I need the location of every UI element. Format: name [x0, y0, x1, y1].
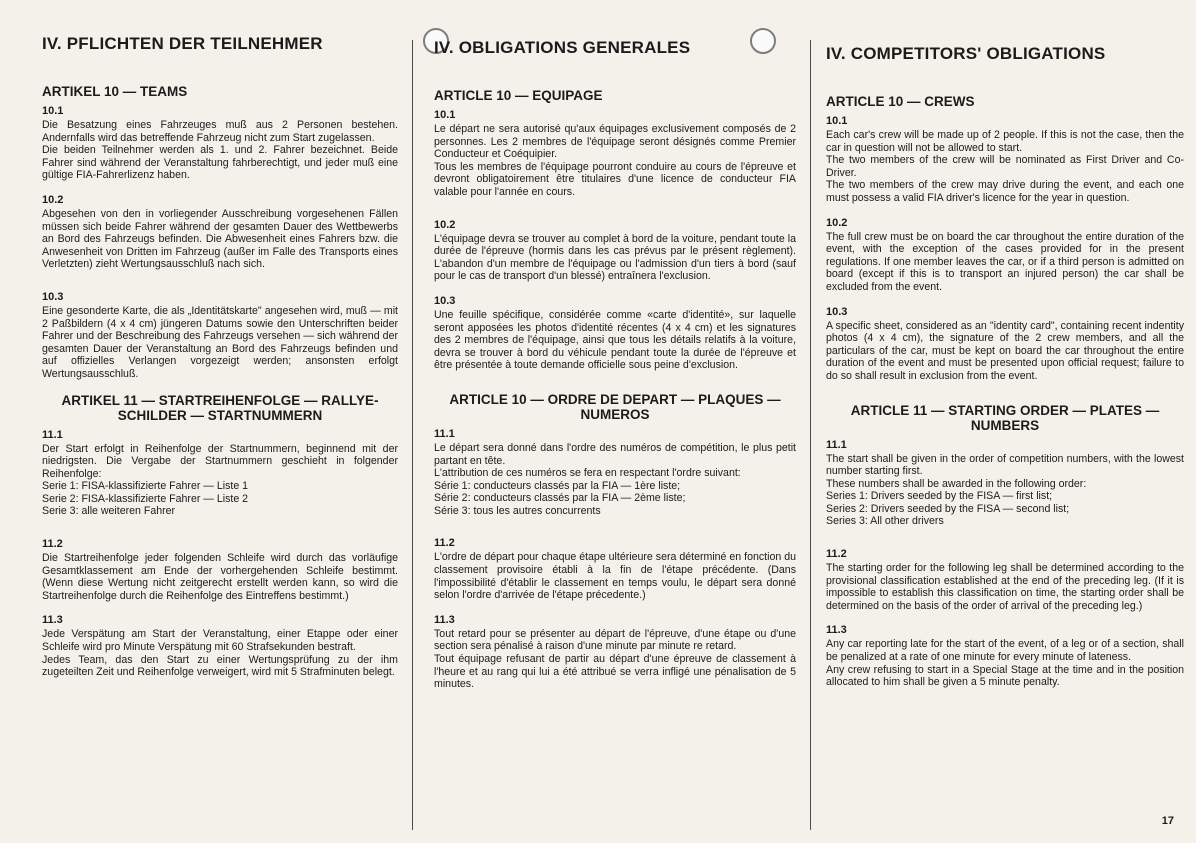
clause-number: 10.1 [434, 109, 456, 121]
article-heading: ARTIKEL 11 — STARTREIHENFOLGE — RALLYE-SCHILDER — STARTNUMMERN [61, 392, 379, 423]
clause-number: 10.3 [42, 290, 64, 303]
section-title: IV. PFLICHTEN DER TEILNEHMER [42, 34, 323, 53]
french-column [412, 0, 810, 843]
article-heading: ARTICLE 10 — ORDRE DE DEPART — PLAQUES — NUMEROS [449, 391, 781, 422]
clause-number: 11.1 [42, 428, 63, 441]
article-heading: ARTICLE 10 — CREWS [826, 94, 975, 109]
clause-number: 11.3 [434, 613, 455, 626]
clause-text: Le départ ne sera autorisé qu'aux équipages exclusivement composés de 2 personnes. Les 2 membres de l'équipage seront désignés comme Premier Conducteur et Coéquipier. Tous les membres de l'équipage pourront conduire au cours de l'épreuve et devront obligatoirement être titulaires d'une licence de conducteur FIA valable pour l'année en cours. [434, 123, 796, 198]
clause-text: A specific sheet, considered as an "identity card", containing recent indentity photos (4 x 4 cm), the signature of the 2 crew members, and all the particulars of the car, must be kept on board the car throughout the entire duration of the event and must be presented upon official request; failure to do so shall result in exclusion from the event. [826, 319, 1184, 382]
clause-number: 10.3 [434, 294, 456, 307]
clause-number: 10.2 [42, 193, 64, 206]
clause-text: L'équipage devra se trouver au complet à bord de la voiture, pendant toute la durée de l'épreuve (hormis dans les cas prévus par le présent règlement). L'abandon d'un membre de l'équipage ou l'admission d'un tiers à bord (sauf pour le cas de transport d'un blessé) entraînera l'exclusion. [434, 232, 796, 283]
page-number: 17 [1161, 815, 1174, 827]
clause-text: The starting order for the following leg shall be determined according to the provisional classification established at the end of the preceding leg. (If it is impossible to establish this classification on time, the starting order shall be determined on the basis of the order of arrival of the preceding leg.) [826, 562, 1184, 612]
clause-number: 10.2 [826, 216, 848, 229]
clause-number: 11.3 [826, 624, 847, 637]
clause-text: The full crew must be on board the car throughout the entire duration of the event, with the exception of the cases provided for in the present regulations. If one member leaves the car, or if a third person is admitted on board (except if this is to transport an injured person) the car shall be excluded from the event. [826, 230, 1184, 293]
clause-number: 11.1 [826, 438, 847, 451]
clause-text: Der Start erfolgt in Reihenfolge der Startnummern, beginnend mit der niedrigsten. Die Vergabe der Startnummern geschieht in folgender Reihenfolge: Serie 1: FISA-klassifizierte Fahrer — Liste 1 Serie 2: FISA-klassifizierte Fahrer — Liste 2 Serie 3: alle weiteren Fahrer [42, 442, 398, 518]
clause-text: Die Startreihenfolge jeder folgenden Schleife wird durch das vorläufige Gesamtklassement am Ende der vorhergehenden Schleife bestimmt. (Wenn diese Wertung nicht zeitgerecht erstellt werden kann, so wird die Startreihenfolge durch die Reihenfolge des Eintreffens bestimmt.) [42, 552, 398, 602]
clause-text: Abgesehen von den in vorliegender Ausschreibung vorgesehenen Fällen müssen sich beide Fahrer während der gesamten Dauer des Wettbewerbs an Bord des Fahrzeugs befinden. Die Abwesenheit eines Fahrers bzw. die Anwesenheit von Dritten im Fahrzeug (außer im Falle des Transports eines Verletzten) zieht Wertungsausschluß nach sich. [42, 207, 398, 271]
clause-number: 10.1 [826, 115, 848, 127]
clause-text: Jede Verspätung am Start der Veranstaltung, einer Etappe oder einer Schleife wird pro Minute Verspätung mit 60 Strafsekunden bestraft. Jedes Team, das den Start zu einer Wertungsprüfung zu der ihm zugeteilten Zeit und Reihenfolge verweigert, wird mit 5 Strafminuten belegt. [42, 628, 398, 679]
section-title: IV. COMPETITORS' OBLIGATIONS [826, 44, 1106, 63]
article-heading: ARTICLE 11 — STARTING ORDER — PLATES — NUMBERS [850, 402, 1160, 433]
clause-text: Eine gesonderte Karte, die als „Identitätskarte" angesehen wird, muß — mit 2 Paßbildern (4 x 4 cm) jüngeren Datums sowie den Unterschriften beider Fahrer und der Beschreibung des Fahrzeugs versehen — sich während der gesamten Dauer der Veranstaltung an Bord des Fahrzeugs befinden und auf offizielles Verlangen vorgezeigt werden; ansonsten erfolgt Wertungsausschluß. [42, 304, 398, 380]
clause-number: 10.3 [826, 305, 848, 318]
english-column [810, 0, 1196, 843]
clause-text: The start shall be given in the order of competition numbers, with the lowest number starting first. These numbers shall be awarded in the following order: Series 1: Drivers seeded by the FISA — first list; Series 2: Drivers seeded by the FISA — second list; Series 3: All other drivers [826, 452, 1184, 528]
clause-number: 11.2 [434, 537, 455, 550]
clause-text: L'ordre de départ pour chaque étape ultérieure sera déterminé en fonction du classement provisoire établi à la fin de l'étape précédente. (Dans l'impossibilité d'établir le classement en temps voulu, le départ sera donné selon l'ordre d'arrivée de l'étape précedente.) [434, 551, 796, 602]
clause-number: 10.2 [434, 218, 456, 231]
article-heading: ARTIKEL 10 — TEAMS [42, 84, 188, 99]
clause-text: Une feuille spécifique, considérée comme «carte d'identité», sur laquelle seront apposées les photos d'identité récentes (4 x 4 cm) et les signatures des 2 membres de l'équipage, ainsi que tous les détails relatifs à la voiture, devra se trouver à bord du véhicule pendant toute la durée de l'épreuve et être présentée à toute demande officielle sous peine d'exclusion. [434, 308, 796, 372]
section-title: IV. OBLIGATIONS GENERALES [434, 38, 691, 57]
article-heading: ARTICLE 10 — EQUIPAGE [434, 88, 603, 103]
clause-text: Die Besatzung eines Fahrzeuges muß aus 2 Personen bestehen. Andernfalls wird das betreffende Fahrzeug nicht zum Start zugelassen. Die beiden Teilnehmer werden als 1. und 2. Fahrer bezeichnet. Beide Fahrer sind während der Veranstaltung fahrberechtigt, und jeder muß eine gültige FIA-Fahrerlizenz haben. [42, 119, 398, 182]
clause-number: 11.1 [434, 427, 455, 440]
clause-number: 10.1 [42, 105, 64, 117]
clause-number: 11.3 [42, 614, 63, 627]
clause-text: Each car's crew will be made up of 2 people. If this is not the case, then the car in question will not be allowed to start. The two members of the crew will be nominated as First Driver and Co-Driver. The two members of the crew may drive during the event, and each one must possess a valid FIA driver's licence for the year in question. [826, 129, 1184, 204]
clause-number: 11.2 [826, 548, 847, 561]
german-column [0, 0, 412, 843]
clause-text: Tout retard pour se présenter au départ de l'épreuve, d'une étape ou d'une section sera pénalisé à raison d'une minute par minute re retard. Tout équipage refusant de partir au départ d'une épreuve de classement à l'heure et au rang qui lui a été attribué se verra infligé une pénalisation de 5 minutes. [434, 627, 796, 691]
clause-text: Any car reporting late for the start of the event, of a leg or of a section, shall be penalized at a rate of one minute for every minute of lateness. Any crew refusing to start in a Special Stage at the time and in the position allocated to him shall be given a 5 minute penalty. [826, 638, 1184, 689]
clause-text: Le départ sera donné dans l'ordre des numéros de compétition, le plus petit partant en tête. L'attribution de ces numéros se fera en respectant l'ordre suivant: Série 1: conducteurs classés par la FIA — 1ère liste; Série 2: conducteurs classés par la FIA — 2ème liste; Série 3: tous les autres concurrents [434, 441, 796, 517]
clause-number: 11.2 [42, 538, 63, 551]
